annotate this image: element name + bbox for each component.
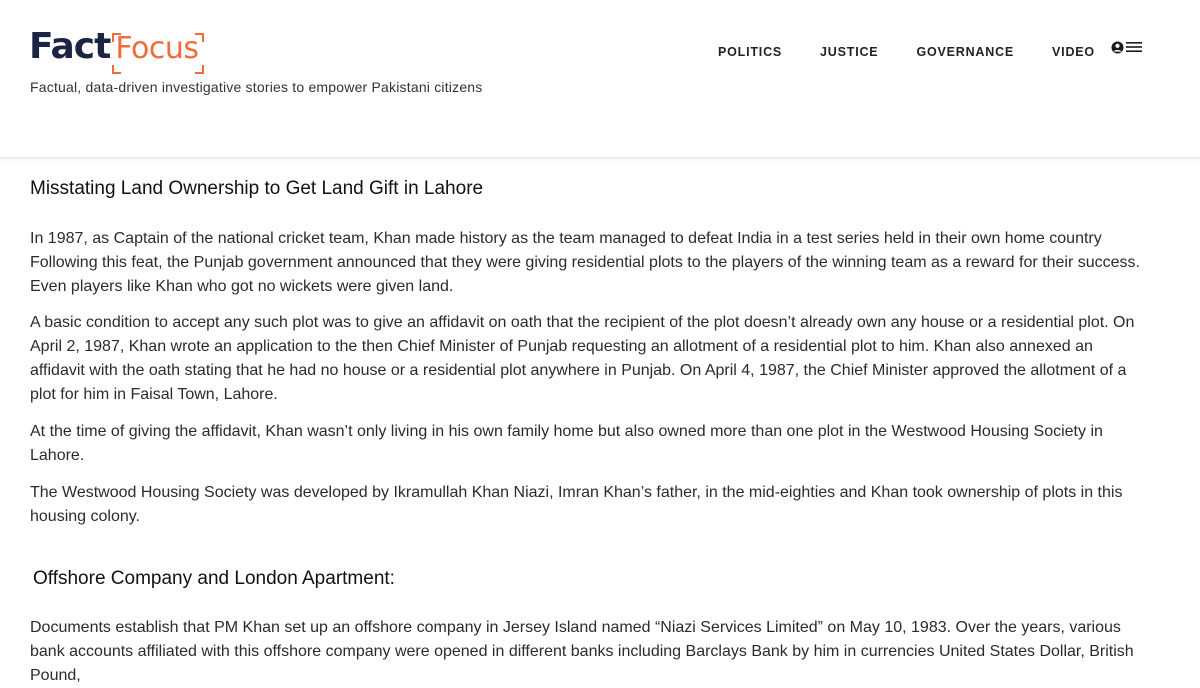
logo-bracket: [112, 33, 121, 42]
site-header: [0, 0, 1200, 158]
logo-fact-text: Fact: [29, 26, 111, 67]
article-paragraph: A basic condition to accept any such plot was to give an affidavit on oath that the recipient of the plot doesn’t already own any house or a residential plot. On April 2, 1987, Khan wrote an application to the then Chief Minister of Punjab requesting an allotment of a residential plot to him. Khan also annexed an affidavit with the oath stating that he had no house or a residential plot anywhere in Punjab. On April 4, 1987, the Chief Minister approved the allotment of a plot for him in Faisal Town, Lahore.: [30, 314, 1135, 403]
nav-item-governance[interactable]: GOVERNANCE: [916, 45, 1015, 59]
main-nav: [718, 45, 1095, 59]
article-paragraph: Documents establish that PM Khan set up an offshore company in Jersey Island named “Niazi Services Limited” on May 10, 1983. Over the years, various bank accounts affiliated with this offshore company were opened in different banks including Barclays Bank by him in currencies United States Dollar, British Pound,: [30, 619, 1134, 684]
site-tagline: Factual, data-driven investigative stories to empower Pakistani citizens: [30, 79, 483, 95]
article-paragraph: At the time of giving the affidavit, Khan wasn’t only living in his own family home but also owned more than one plot in the Westwood Housing Society in Lahore.: [30, 423, 1103, 464]
nav-item-politics[interactable]: POLITICS: [718, 45, 783, 59]
section-heading: Misstating Land Ownership to Get Land Gift in Lahore: [30, 178, 484, 199]
logo-bracket: [112, 65, 121, 74]
nav-item-justice[interactable]: JUSTICE: [820, 45, 879, 59]
article-content: [30, 178, 1150, 688]
logo-focus-text: Focus: [115, 31, 199, 66]
nav-item-video[interactable]: VIDEO: [1052, 45, 1095, 59]
hamburger-menu-icon: [1126, 41, 1142, 53]
logo-bracket: [195, 33, 204, 42]
article-paragraph: The Westwood Housing Society was developed by Ikramullah Khan Niazi, Imran Khan’s father, in the mid-eighties and Khan took ownership of plots in this housing colony.: [30, 484, 1123, 525]
article-paragraph: In 1987, as Captain of the national cricket team, Khan made history as the team managed to defeat India in a test series held in their own home country Following this feat, the Punjab government announced that they were giving residential plots to the players of the winning team as a reward for their success. Even players like Khan who got no wickets were given land.: [30, 230, 1140, 295]
logo-focus-wrap: [112, 26, 201, 77]
site-logo[interactable]: [29, 24, 202, 70]
user-icon: [1111, 41, 1124, 54]
section-heading: Offshore Company and London Apartment:: [33, 568, 395, 589]
logo-bracket: [195, 65, 204, 74]
user-menu-button[interactable]: [1111, 40, 1143, 54]
